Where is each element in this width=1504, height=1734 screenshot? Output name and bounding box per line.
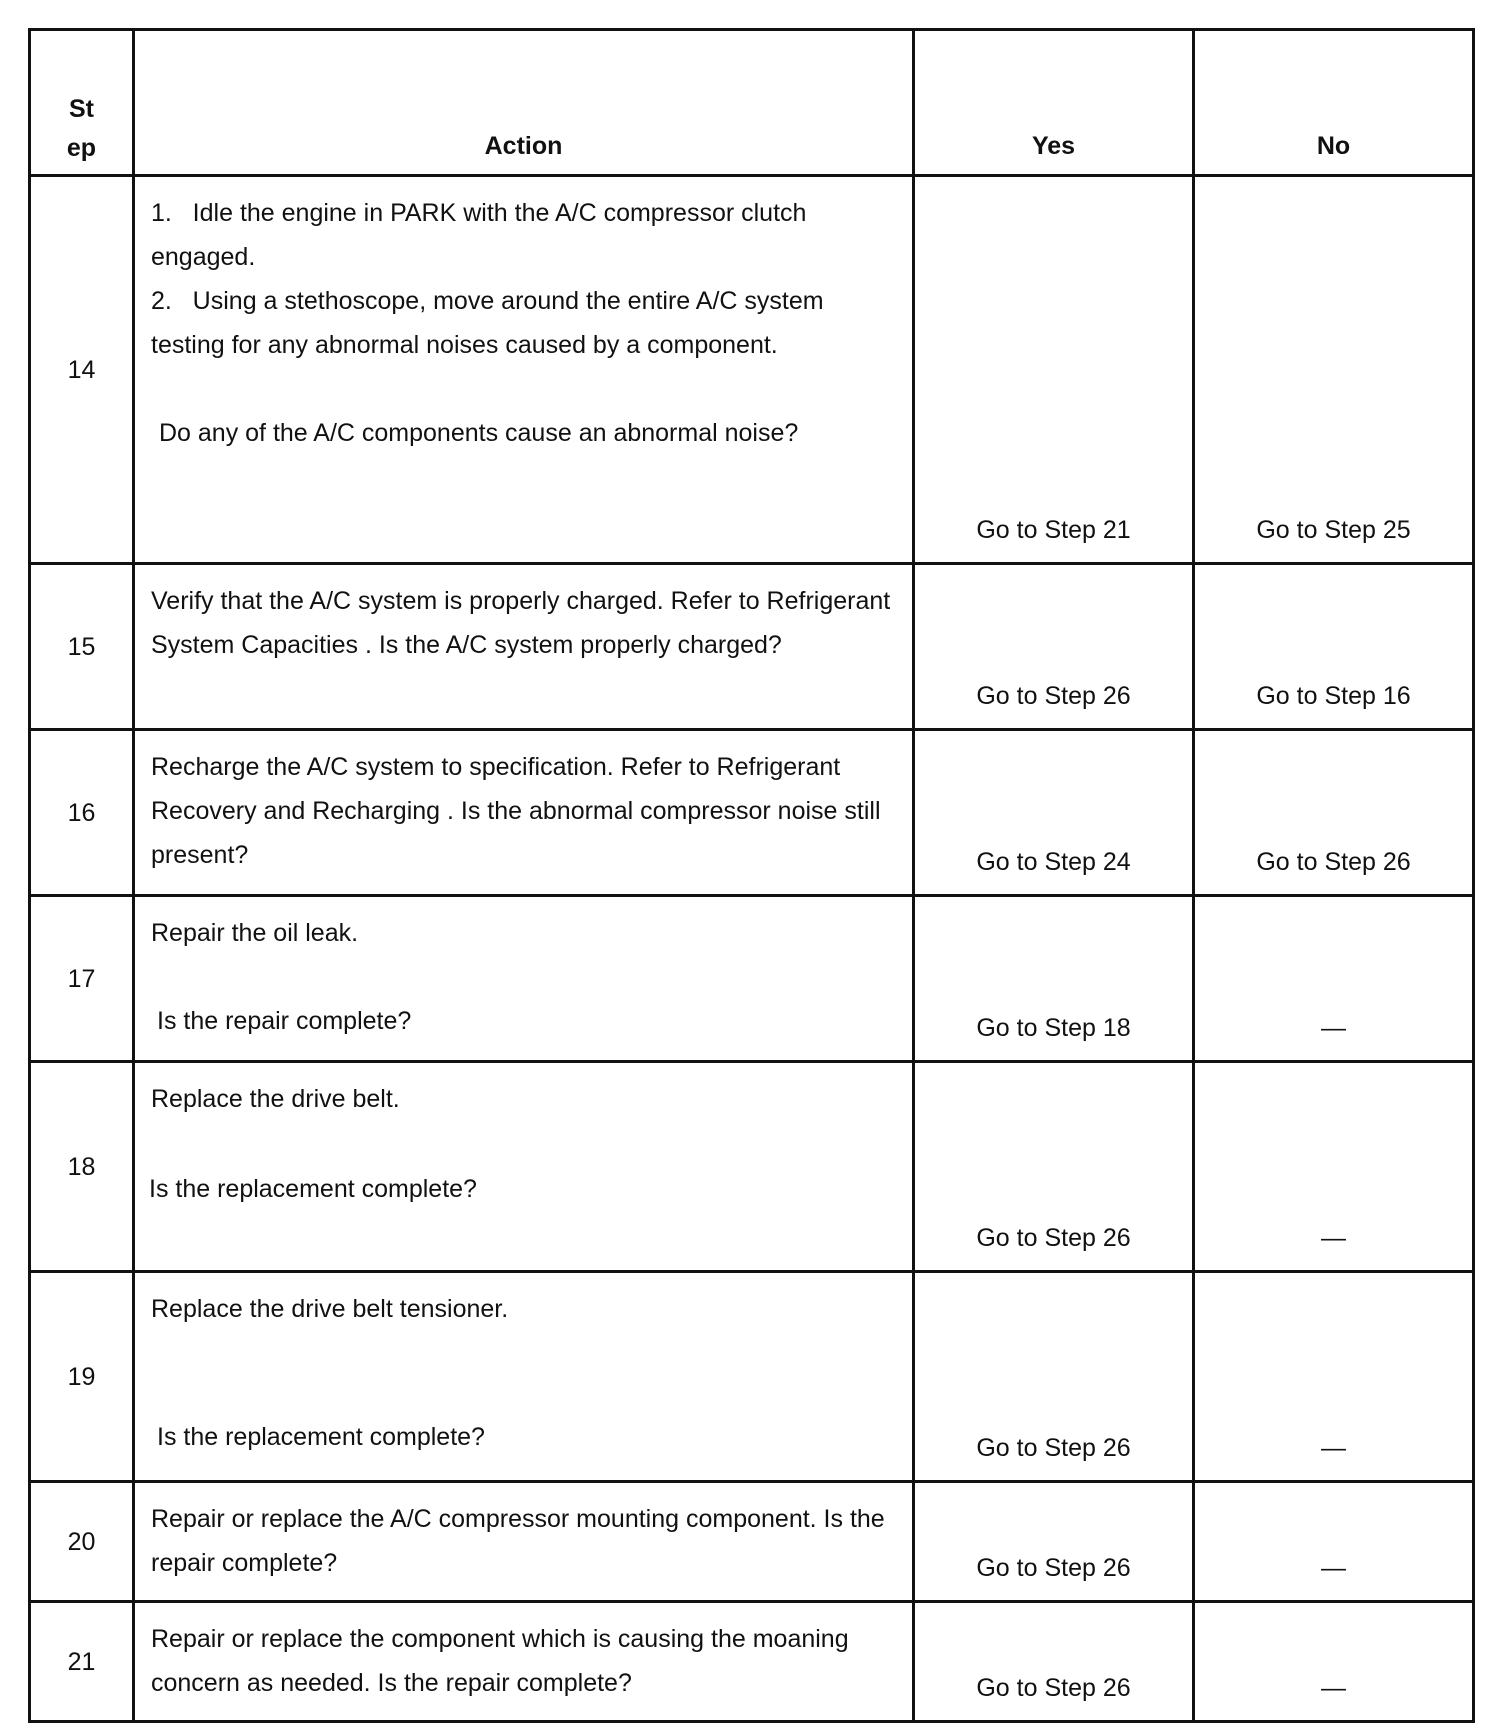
no-cell: Go to Step 26 [1194, 730, 1474, 896]
no-cell: — [1194, 1482, 1474, 1602]
step-number: 17 [30, 896, 134, 1062]
table-row [30, 1602, 1474, 1722]
action-text: Replace the drive belt tensioner. [151, 1295, 509, 1323]
header-step-line1: St [69, 95, 94, 123]
table-row [30, 564, 1474, 730]
action-cell [134, 1272, 914, 1482]
action-text: Verify that the A/C system is properly charged. Refer to Refrigerant System Capacities . Is the A/C system properly charged? [151, 587, 891, 659]
header-action: Action [134, 30, 914, 176]
yes-cell: Go to Step 18 [914, 896, 1194, 1062]
action-cell [134, 564, 914, 730]
header-row [30, 30, 1474, 176]
no-cell: Go to Step 16 [1194, 564, 1474, 730]
no-cell: — [1194, 1602, 1474, 1722]
yes-cell: Go to Step 26 [914, 1482, 1194, 1602]
action-cell [134, 896, 914, 1062]
header-step-line2: ep [66, 134, 97, 162]
yes-cell: Go to Step 26 [914, 1062, 1194, 1272]
action-question: Is the replacement complete? [157, 1423, 485, 1451]
header-yes: Yes [914, 30, 1194, 176]
table-row [30, 1482, 1474, 1602]
yes-cell: Go to Step 26 [914, 564, 1194, 730]
step-number: 21 [30, 1602, 134, 1722]
no-cell: — [1194, 1272, 1474, 1482]
table-row [30, 896, 1474, 1062]
no-cell: — [1194, 896, 1474, 1062]
action-text: Repair or replace the component which is causing the moaning concern as needed. Is the repair complete? [151, 1625, 849, 1697]
yes-cell: Go to Step 21 [914, 176, 1194, 564]
step-number: 18 [30, 1062, 134, 1272]
action-cell [134, 1482, 914, 1602]
action-text: Replace the drive belt. [151, 1085, 400, 1113]
yes-cell: Go to Step 26 [914, 1272, 1194, 1482]
yes-cell: Go to Step 26 [914, 1602, 1194, 1722]
table-row [30, 1062, 1474, 1272]
step-number: 15 [30, 564, 134, 730]
action-question: Is the repair complete? [157, 1007, 412, 1035]
action-text: Repair the oil leak. [151, 919, 359, 947]
action-question: Is the replacement complete? [149, 1175, 477, 1203]
no-cell: Go to Step 25 [1194, 176, 1474, 564]
action-cell [134, 1062, 914, 1272]
table-row [30, 176, 1474, 564]
action-text: Repair or replace the A/C compressor mounting component. Is the repair complete? [151, 1505, 885, 1577]
step-number: 14 [30, 176, 134, 564]
no-cell: — [1194, 1062, 1474, 1272]
action-cell [134, 176, 914, 564]
step-number: 20 [30, 1482, 134, 1602]
yes-cell: Go to Step 24 [914, 730, 1194, 896]
action-cell [134, 730, 914, 896]
table-row [30, 1272, 1474, 1482]
action-cell [134, 1602, 914, 1722]
header-no: No [1194, 30, 1474, 176]
table-row [30, 730, 1474, 896]
action-question: Do any of the A/C components cause an abnormal noise? [159, 419, 799, 447]
action-text: Recharge the A/C system to specification. Refer to Refrigerant Recovery and Recharging . Is the abnormal compressor noise still present? [151, 753, 881, 869]
step-number: 19 [30, 1272, 134, 1482]
header-step [30, 30, 134, 176]
action-item: 2. Using a stethoscope, move around the entire A/C system testing for any abnormal noises caused by a component. [151, 287, 824, 359]
step-number: 16 [30, 730, 134, 896]
action-item: 1. Idle the engine in PARK with the A/C compressor clutch engaged. [151, 199, 807, 271]
diagnostic-table [28, 28, 1475, 1723]
